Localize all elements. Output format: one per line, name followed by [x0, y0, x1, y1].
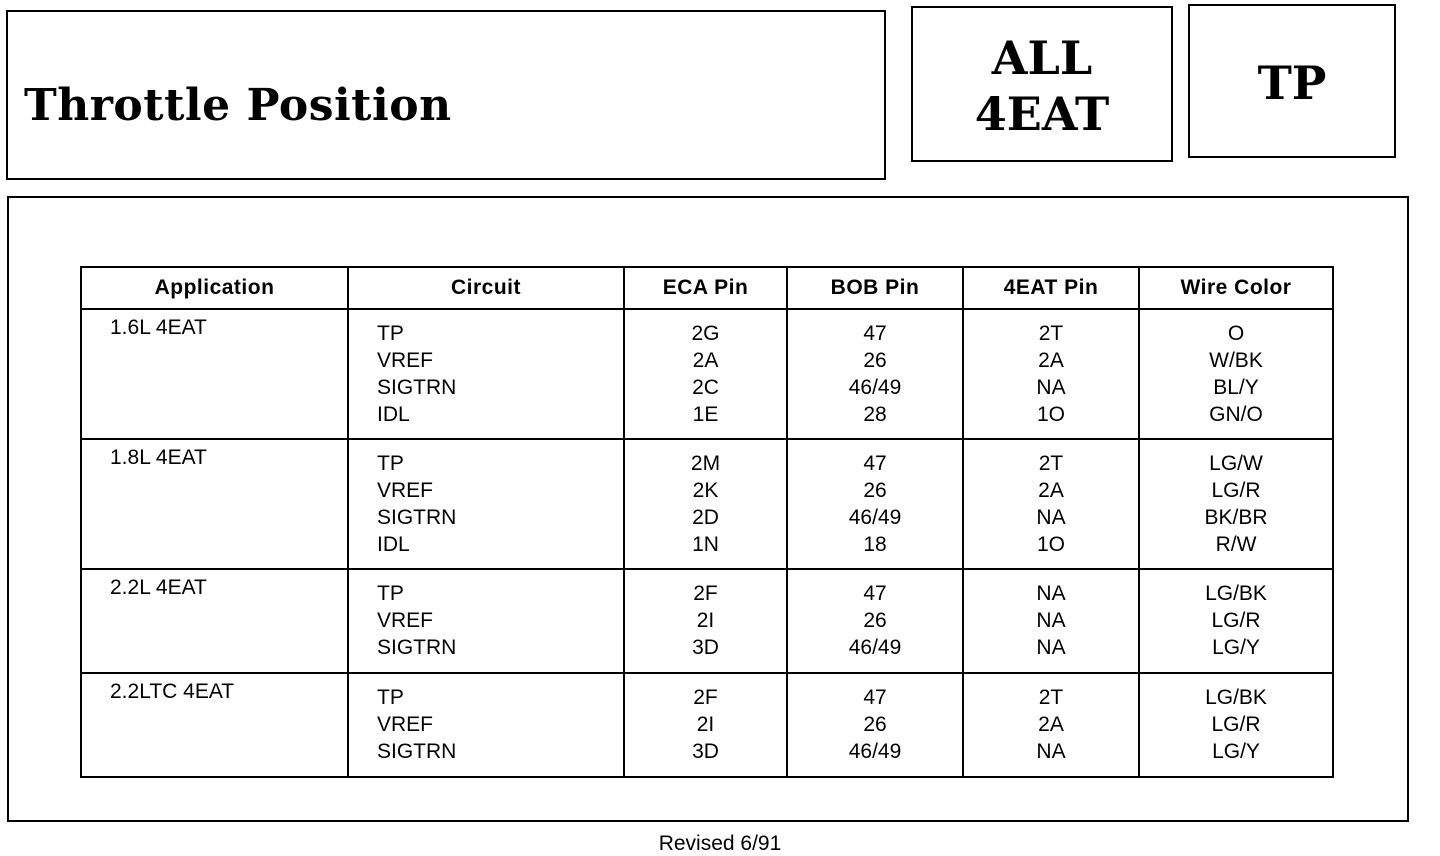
- circuit-value: SIGTRN: [377, 376, 457, 399]
- pin-table: [80, 266, 1334, 778]
- bob-pin-value: 46/49: [848, 376, 902, 399]
- eca-pin-value: 3D: [692, 740, 719, 763]
- wire-color-value: LG/R: [1211, 479, 1261, 502]
- circuit-value: VREF: [377, 479, 434, 502]
- eca-pin-value: 2G: [691, 322, 720, 345]
- cell-4eat-pin: [963, 439, 1139, 569]
- cell-circuit: [348, 569, 624, 673]
- cell-application: 1.8L 4EAT: [81, 439, 348, 569]
- cell-circuit: [348, 309, 624, 439]
- bob-pin-value: 18: [863, 533, 887, 556]
- eca-pin-value: 2M: [690, 452, 721, 475]
- model-label: ALL 4EAT: [974, 31, 1110, 141]
- eca-pin-value: 2A: [692, 349, 719, 372]
- bob-pin-value: 26: [863, 713, 887, 736]
- circuit-value: TP: [377, 322, 404, 345]
- wire-color-value: LG/BK: [1205, 582, 1267, 605]
- cell-bob-pin: [787, 673, 963, 777]
- bob-pin-value: 46/49: [848, 636, 902, 659]
- table-row: [81, 439, 1333, 569]
- 4eat-pin-value: 2A: [1038, 713, 1064, 736]
- revision-note: Revised 6/91: [658, 832, 782, 855]
- 4eat-pin-value: 2T: [1038, 686, 1064, 709]
- wire-color-value: W/BK: [1209, 349, 1263, 372]
- table-row: [81, 569, 1333, 673]
- title-box: [6, 10, 886, 180]
- cell-wire-color: [1139, 309, 1333, 439]
- 4eat-pin-value: NA: [1036, 376, 1066, 399]
- 4eat-pin-value: 2T: [1038, 322, 1064, 345]
- bob-pin-value: 46/49: [848, 506, 902, 529]
- cell-bob-pin: [787, 439, 963, 569]
- wire-color-value: O: [1227, 322, 1245, 345]
- bob-pin-value: 47: [863, 582, 887, 605]
- eca-pin-value: 2F: [693, 582, 718, 605]
- wire-color-value: LG/R: [1211, 713, 1261, 736]
- circuit-value: IDL: [377, 403, 410, 426]
- eca-pin-value: 2I: [696, 713, 715, 736]
- 4eat-pin-value: 1O: [1036, 533, 1065, 556]
- eca-pin-value: 2K: [692, 479, 719, 502]
- cell-4eat-pin: [963, 673, 1139, 777]
- cell-wire-color: [1139, 569, 1333, 673]
- eca-pin-value: 1E: [692, 403, 719, 426]
- cell-application: 1.6L 4EAT: [81, 309, 348, 439]
- pin-table-wrapper: [80, 266, 1332, 778]
- page-title: Throttle Position: [24, 80, 452, 131]
- wire-color-value: LG/R: [1211, 609, 1261, 632]
- circuit-value: SIGTRN: [377, 506, 457, 529]
- circuit-value: IDL: [377, 533, 410, 556]
- eca-pin-value: 2F: [693, 686, 718, 709]
- code-box: [1188, 4, 1396, 158]
- cell-bob-pin: [787, 569, 963, 673]
- table-row: [81, 309, 1333, 439]
- 4eat-pin-value: NA: [1036, 582, 1066, 605]
- bob-pin-value: 26: [863, 479, 887, 502]
- 4eat-pin-value: NA: [1036, 609, 1066, 632]
- wire-color-value: GN/O: [1209, 403, 1263, 426]
- circuit-value: VREF: [377, 609, 434, 632]
- cell-bob-pin: [787, 309, 963, 439]
- wire-color-value: LG/W: [1209, 452, 1263, 475]
- cell-circuit: [348, 673, 624, 777]
- column-header-wire-color: Wire Color: [1139, 267, 1333, 309]
- circuit-value: TP: [377, 686, 404, 709]
- table-row: [81, 673, 1333, 777]
- column-header-eca-pin: ECA Pin: [624, 267, 787, 309]
- 4eat-pin-value: NA: [1036, 740, 1066, 763]
- eca-pin-value: 2I: [696, 609, 715, 632]
- eca-pin-value: 1N: [692, 533, 719, 556]
- cell-application: 2.2L 4EAT: [81, 569, 348, 673]
- 4eat-pin-value: 2T: [1038, 452, 1064, 475]
- wire-color-value: BK/BR: [1204, 506, 1268, 529]
- eca-pin-value: 2C: [692, 376, 719, 399]
- eca-pin-value: 2D: [692, 506, 719, 529]
- circuit-value: SIGTRN: [377, 740, 457, 763]
- wire-color-value: BL/Y: [1213, 376, 1259, 399]
- bob-pin-value: 28: [863, 403, 887, 426]
- cell-eca-pin: [624, 673, 787, 777]
- 4eat-pin-value: NA: [1036, 636, 1066, 659]
- circuit-value: TP: [377, 582, 404, 605]
- cell-wire-color: [1139, 439, 1333, 569]
- bob-pin-value: 47: [863, 686, 887, 709]
- bob-pin-value: 47: [863, 452, 887, 475]
- cell-circuit: [348, 439, 624, 569]
- cell-4eat-pin: [963, 309, 1139, 439]
- model-box: [911, 6, 1173, 162]
- column-header-application: Application: [81, 267, 348, 309]
- circuit-value: SIGTRN: [377, 636, 457, 659]
- circuit-value: VREF: [377, 349, 434, 372]
- cell-wire-color: [1139, 673, 1333, 777]
- table-header-row: [81, 267, 1333, 309]
- column-header-bob-pin: BOB Pin: [787, 267, 963, 309]
- bob-pin-value: 46/49: [848, 740, 902, 763]
- cell-application: 2.2LTC 4EAT: [81, 673, 348, 777]
- column-header-circuit: Circuit: [348, 267, 624, 309]
- 4eat-pin-value: 1O: [1036, 403, 1065, 426]
- cell-eca-pin: [624, 569, 787, 673]
- 4eat-pin-value: 2A: [1038, 349, 1064, 372]
- eca-pin-value: 3D: [692, 636, 719, 659]
- circuit-value: VREF: [377, 713, 434, 736]
- 4eat-pin-value: 2A: [1038, 479, 1064, 502]
- wire-color-value: LG/Y: [1212, 740, 1260, 763]
- wire-color-value: LG/BK: [1205, 686, 1267, 709]
- code-label: TP: [1257, 56, 1327, 110]
- column-header-4eat-pin: 4EAT Pin: [963, 267, 1139, 309]
- bob-pin-value: 47: [863, 322, 887, 345]
- bob-pin-value: 26: [863, 609, 887, 632]
- bob-pin-value: 26: [863, 349, 887, 372]
- wire-color-value: R/W: [1215, 533, 1257, 556]
- cell-eca-pin: [624, 309, 787, 439]
- 4eat-pin-value: NA: [1036, 506, 1066, 529]
- wire-color-value: LG/Y: [1212, 636, 1260, 659]
- cell-eca-pin: [624, 439, 787, 569]
- cell-4eat-pin: [963, 569, 1139, 673]
- circuit-value: TP: [377, 452, 404, 475]
